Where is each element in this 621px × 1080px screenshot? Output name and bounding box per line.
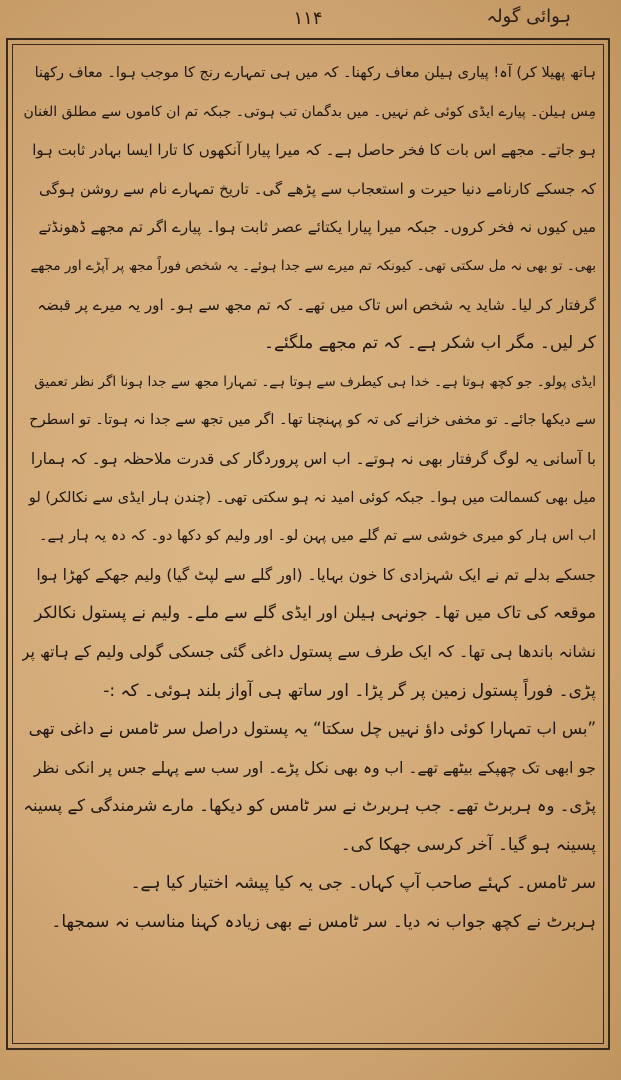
text-line: بھی۔ تو بھی نہ مل سکتی تھی۔ کیونکہ تم میرے سے جدا ہوئے۔ یہ شخص فوراً مجھ پر آپڑے اور مجھے [30, 257, 596, 274]
page-header [0, 6, 621, 36]
text-line: اب اس ہار کو میری خوشی سے تم گلے میں پہن لو۔ اور ولیم کو دکھا دو۔ کہ دہ یہ ہار ہے۔ [39, 528, 596, 545]
running-title: ہوائی گولہ [486, 6, 571, 27]
text-line: سے دیکھا جائے۔ تو مخفی خزانے کی تہ کو پہنچنا تھا۔ اگر میں تجھ سے جدا نہ ہوتا۔ تو اسطرح [29, 412, 596, 429]
text-line: میں کیوں نہ فخر کروں۔ جبکہ میرا پیارا یکتائے عصر ثابت ہوا۔ پیارے اگر تم مجھے ڈھونڈتے [38, 218, 596, 237]
text-line: سر ٹامس۔ کہئے صاحب آپ کہاں۔ جی یہ کیا پیشہ اختیار کیا ہے۔ [130, 873, 596, 894]
text-line: موقعہ کی تاک میں تھا۔ جونہی ہیلن اور ایڈی گلے سے ملے۔ ولیم نے پستول نکالکر [34, 603, 596, 623]
text-line: ایڈی پولو۔ جو کچھ ہوتا ہے۔ خدا ہی کیطرف سے ہوتا ہے۔ تمہارا مجھ سے جدا ہونا اگر نظر تعمیق [34, 373, 596, 390]
text-line: میل بھی کسمالت میں ہوا۔ جبکہ کوئی امید نہ ہو سکتی تھی۔ (چندن ہار ایڈی سے نکالکر) لو [28, 489, 596, 506]
text-line: پڑی۔ وہ ہربرٹ تھے۔ جب ہربرٹ نے سر ٹامس کو دیکھا۔ مارے شرمندگی کے پسینہ [23, 796, 596, 816]
text-line: ”بس اب تمہارا کوئی داؤ نہیں چل سکتا“ یہ پستول دراصل سر ٹامس نے داغی تھی [28, 719, 596, 739]
text-line: مِس ہیلن۔ پیارے ایڈی کوئی غم نہیں۔ میں بدگمان تب ہوتی۔ جبکہ تم ان کاموں سے مطلق الغنان [23, 103, 596, 120]
text-line: با آسانی یہ لوگ گرفتار بھی نہ ہوتے۔ اب اس پروردگار کی قدرت ملاحظہ ہو۔ کہ ہمارا [30, 449, 596, 468]
text-line: گرفتار کر لیا۔ شاید یہ شخص اس تاک میں تھے۔ کہ تم مجھ سے ہو۔ اور یہ میرے پر قبضہ [37, 295, 596, 314]
text-line: نشانہ باندھا ہی تھا۔ کہ ایک طرف سے پستول داغی گئی جسکی گولی ولیم کے ہاتھ پر [22, 641, 596, 661]
text-line: ہو جاتے۔ مجھے اس بات کا فخر حاصل ہے۔ کہ میرا پیارا آنکھوں کا تارا ایسا بہادر ثابت ہوا [32, 141, 596, 160]
text-line: جسکے بدلے تم نے ایک شہزادی کا خون بہایا۔ (اور گلے سے لپٹ گیا) ولیم جھکے کھڑا ہوا [36, 565, 596, 584]
text-line: پسینہ ہو گیا۔ آخر کرسی جھکا کی۔ [340, 834, 596, 855]
text-line: پڑی۔ فوراً پستول زمین پر گر پڑا۔ اور ساتھ ہی آواز بلند ہوئی۔ کہ :- [103, 680, 596, 701]
text-line: کہ جسکے کارنامے دنیا حیرت و استعجاب سے پڑھے گی۔ تاریخ تمہارے نام سے روشن ہوگی [38, 179, 596, 198]
text-line: ہربرٹ نے کچھ جواب نہ دیا۔ سر ٹامس نے بھی زیادہ کہنا مناسب نہ سمجھا۔ [51, 912, 596, 933]
body-text [22, 54, 596, 942]
page-number: ۱۱۴ [293, 8, 323, 29]
text-line: ہاتھ پھیلا کر) آہ! پیاری ہیلن معاف رکھنا۔ کہ میں ہی تمہارے رنج کا موجب ہوا۔ معاف رکھنا [34, 65, 596, 81]
text-line: جو ابھی تک چھپکے بیٹھے تھے۔ اب وہ بھی نکل پڑے۔ اور سب سے پہلے جس پر انکی نظر [33, 758, 596, 777]
text-line: کر لیں۔ مگر اب شکر ہے۔ کہ تم مجھے ملگئے۔ [264, 333, 596, 354]
